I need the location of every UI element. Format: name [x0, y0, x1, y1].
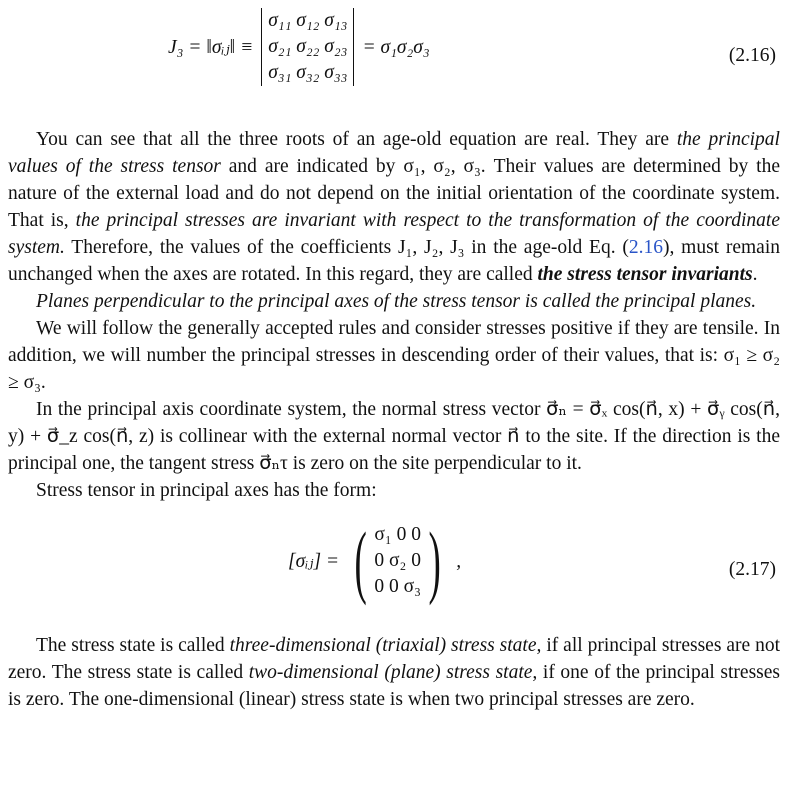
det-row: σ₃₁ σ₃₂ σ₃₃	[268, 62, 348, 83]
text: if one of the principal stresses is zero. The one-dimensional (linear) stress state is when two principal stresses are zero.	[8, 662, 780, 710]
paragraph-principal-planes: Planes perpendicular to the principal axes of the stress tensor is called the principal planes.	[36, 291, 757, 312]
matrix-row: 0 σ₂ 0	[374, 550, 421, 571]
eq-2-16-lhs: J₃ = ‖σᵢⱼ‖ ≡	[168, 36, 254, 58]
emphasis: two-dimensional (plane) stress state,	[248, 662, 538, 683]
text: You can see that all the three roots of an age-old equation are real. They are	[36, 129, 677, 150]
matrix-row: σ₁ 0 0	[374, 524, 421, 545]
matrix	[347, 515, 448, 606]
eq-2-17-rhs: ,	[456, 550, 462, 572]
paragraph-normal-stress: In the principal axis coordinate system, the normal stress vector σ⃗ₙ = σ⃗ₓ cos(n⃗, x) + σ⃗ᵧ cos(n⃗, y) + σ⃗_z cos(n⃗, z) is collinear with the external normal vector n⃗ to the site. If the direction is the principal one, the tangent stress σ⃗ₙτ is zero on the site perpendicular to it.	[8, 399, 780, 474]
text: The stress state is called	[36, 635, 230, 656]
strong-emphasis: the stress tensor invariants	[537, 264, 753, 285]
matrix-row: 0 0 σ₃	[374, 576, 421, 597]
eq-2-17-lhs: [σᵢⱼ] =	[288, 550, 340, 572]
right-paren: )	[428, 515, 441, 606]
emphasis: the principal stresses are invariant with respect to the transformation of the coordinate system.	[8, 210, 780, 258]
equation-2-17	[8, 512, 780, 632]
page	[8, 0, 780, 800]
paragraph-principal-values	[8, 126, 780, 288]
paragraph-tensor-form: Stress tensor in principal axes has the form:	[36, 480, 377, 501]
equation-number: (2.16)	[728, 45, 776, 66]
paragraph-stress-state	[8, 632, 780, 713]
left-paren: (	[354, 515, 367, 606]
paragraph-sign-convention: We will follow the generally accepted rules and consider stresses positive if they are tensile. In addition, we will number the principal stresses in descending order of their values, that is: σ₁ ≥ σ₂ ≥ σ₃.	[8, 318, 780, 393]
eq-2-16-rhs: = σ₁σ₂σ₃	[362, 36, 430, 58]
equation-number: (2.17)	[728, 559, 776, 580]
text: .	[752, 264, 758, 285]
det-row: σ₂₁ σ₂₂ σ₂₃	[268, 36, 348, 57]
determinant	[261, 8, 354, 86]
text: Therefore, the values of the coefficients J₁, J₂, J₃ in the age-old Eq. (	[64, 237, 629, 258]
equation-link[interactable]: 2.16	[628, 237, 663, 258]
text: if all principal stresses are not zero. The stress state is called	[8, 635, 780, 683]
equation-2-16	[8, 0, 780, 100]
text: ), must remain unchanged when the axes are rotated. In this regard, they are called	[8, 237, 780, 285]
text: and are indicated by σ₁, σ₂, σ₃. Their values are determined by the nature of the external load and do not depend on the initial orientation of the coordinate system. That is,	[8, 156, 780, 231]
det-row: σ₁₁ σ₁₂ σ₁₃	[268, 10, 348, 31]
emphasis: three-dimensional (triaxial) stress state,	[229, 635, 542, 656]
emphasis: the principal values of the stress tensor	[8, 129, 780, 177]
